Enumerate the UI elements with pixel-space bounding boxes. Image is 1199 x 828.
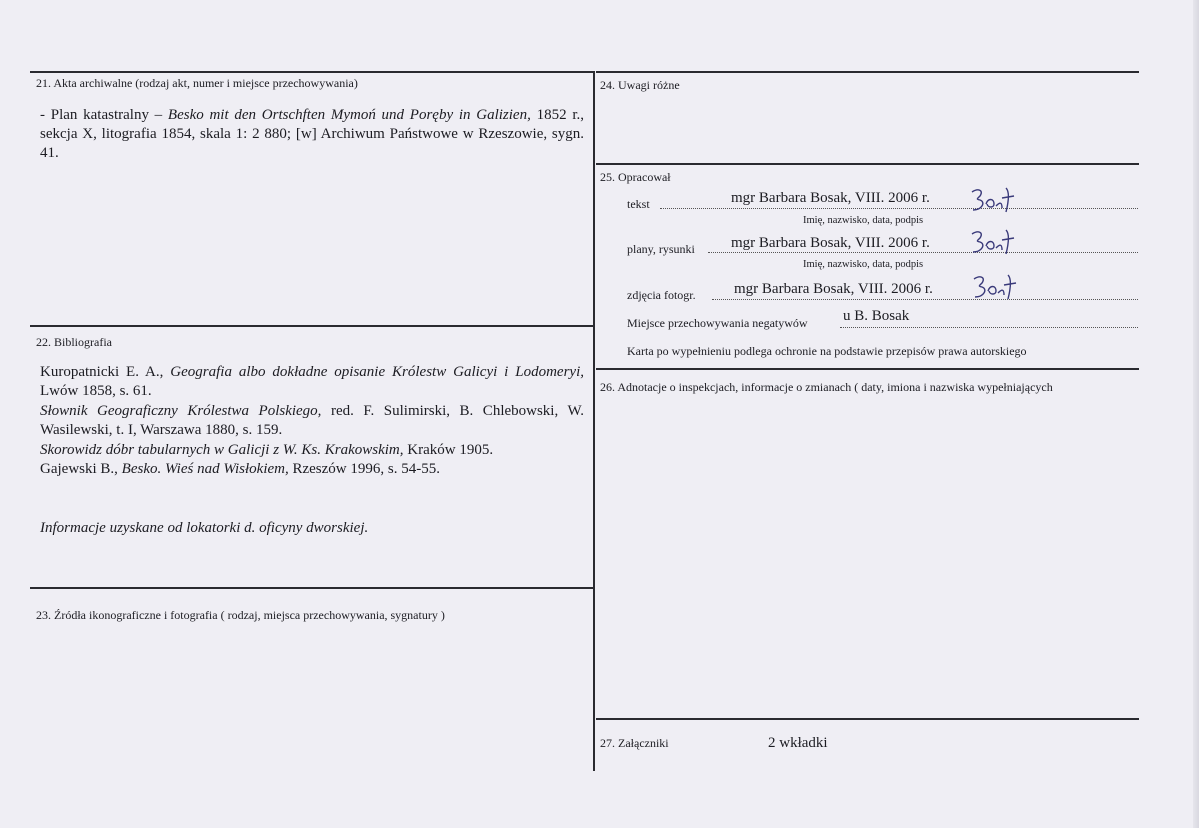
miejsce-value: u B. Bosak	[843, 308, 910, 324]
zdjecia-value: mgr Barbara Bosak, VIII. 2006 r.	[734, 281, 933, 297]
caption-1: Imię, nazwisko, data, podpis	[803, 215, 924, 226]
bibliography-entry-1: Kuropatnicki E. A., Geografia albo dokładne opisanie Królestw Galicyi i Lodomeryi, Lwów 1858, s. 61.	[40, 364, 584, 399]
section-21-text	[40, 106, 584, 163]
top-rule-right	[596, 71, 1139, 73]
copyright-notice: Karta po wypełnieniu podlega ochronie na podstawie przepisów prawa autorskiego	[627, 344, 1027, 358]
cadastral-plan-prefix: - Plan katastralny –	[40, 107, 168, 123]
rule-24-25	[596, 163, 1139, 165]
signature-2	[968, 228, 1018, 256]
signature-1	[968, 186, 1018, 214]
plany-label: plany, rysunki	[627, 242, 695, 256]
cadastral-plan-details: 1852 r., sekcja X, litografia 1854, skala 1: 2 880; [w] Archiwum Państwowe w Rzeszowie, sygn. 41.	[40, 107, 584, 161]
miejsce-label: Miejsce przechowywania negatywów	[627, 316, 808, 330]
bibliography-entry-4: Gajewski B., Besko. Wieś nad Wisłokiem, Rzeszów 1996, s. 54-55.	[40, 461, 440, 477]
top-rule-left	[30, 71, 594, 73]
cadastral-plan-title: Besko mit den Ortschften Mymoń und Poręby in Galizien,	[167, 107, 531, 123]
bibliography-entry-3: Skorowidz dóbr tabularnych w Galicji z W. Ks. Krakowskim, Kraków 1905.	[40, 442, 494, 458]
bibliography-entry-2: Słownik Geograficzny Królestwa Polskiego, red. F. Sulimirski, B. Chlebowski, W. Wasilewski, t. I, Warszawa 1880, s. 159.	[40, 403, 584, 438]
tekst-label: tekst	[627, 197, 650, 211]
zdjecia-label: zdjęcia fotogr.	[627, 288, 696, 302]
attachments-value: 2 wkładki	[768, 735, 828, 751]
rule-21-22	[30, 325, 594, 327]
section-27-label: 27. Załączniki	[600, 736, 669, 750]
section-22-label: 22. Bibliografia	[36, 335, 112, 349]
section-21-label: 21. Akta archiwalne (rodzaj akt, numer i miejsce przechowywania)	[36, 76, 358, 90]
caption-2: Imię, nazwisko, data, podpis	[803, 259, 924, 270]
tekst-value: mgr Barbara Bosak, VIII. 2006 r.	[731, 190, 930, 206]
rule-26-27	[596, 718, 1139, 720]
bibliography-note: Informacje uzyskane od lokatorki d. oficyny dworskiej.	[40, 520, 369, 536]
center-divider	[593, 71, 595, 771]
zdjecia-line	[712, 299, 1138, 300]
section-26-label: 26. Adnotacje o inspekcjach, informacje o zmianach ( daty, imiona i nazwiska wypełniających	[600, 380, 1053, 394]
rule-25-26	[596, 368, 1139, 370]
tekst-line	[660, 208, 1138, 209]
section-25-label: 25. Opracował	[600, 170, 671, 184]
rule-22-23	[30, 587, 594, 589]
section-23-label: 23. Źródła ikonograficzne i fotografia ( rodzaj, miejsca przechowywania, sygnatury )	[36, 608, 445, 622]
miejsce-line	[840, 327, 1138, 328]
plany-value: mgr Barbara Bosak, VIII. 2006 r.	[731, 235, 930, 251]
card-edge	[1193, 0, 1199, 828]
section-24-label: 24. Uwagi różne	[600, 78, 680, 92]
signature-3	[970, 273, 1020, 301]
plany-line	[708, 252, 1138, 253]
